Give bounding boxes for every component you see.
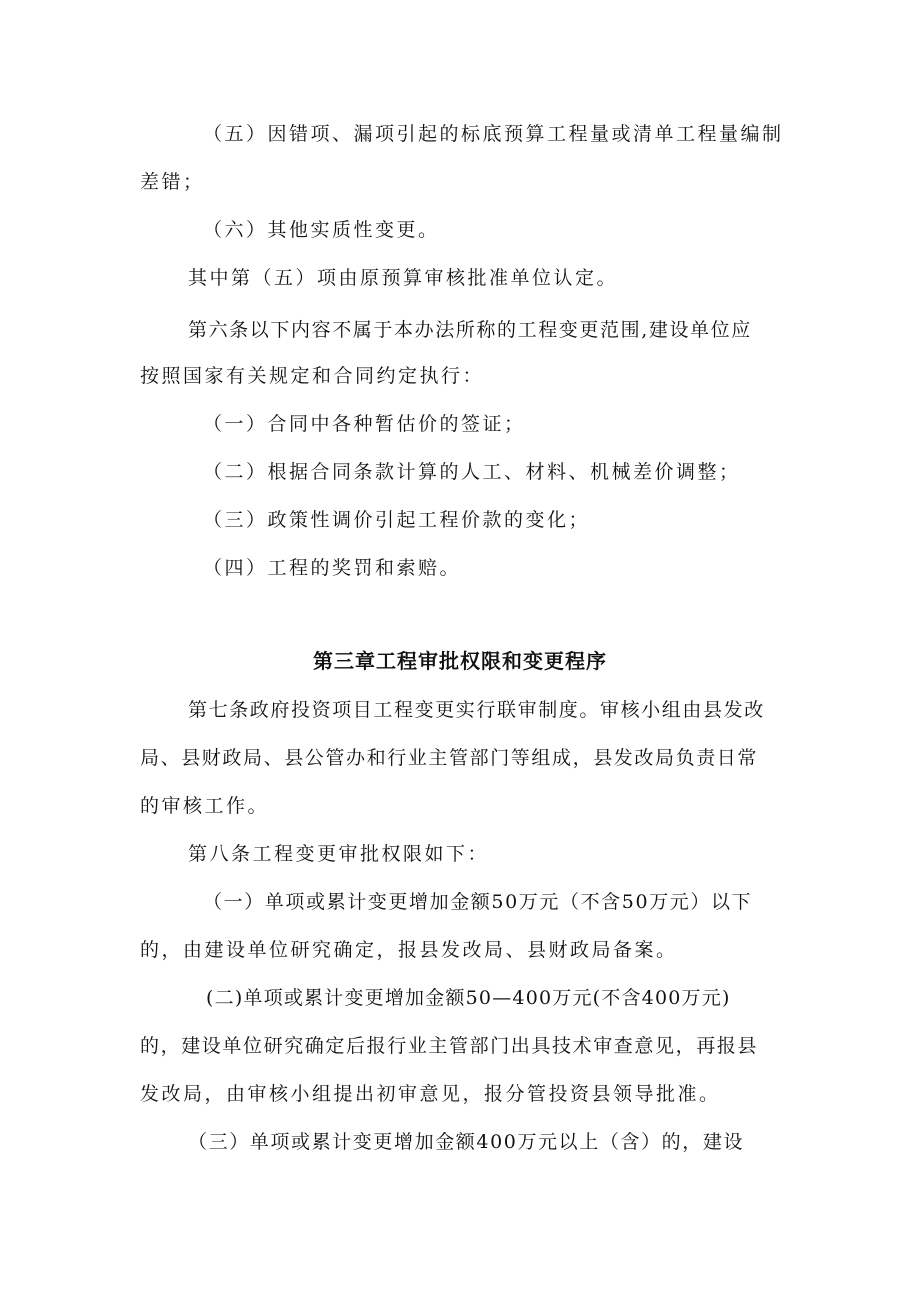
article-7-line-2: 局、县财政局、县公管办和行业主管部门等组成，县发改局负责日常 xyxy=(140,747,759,769)
authority-2-line-3: 发改局，由审核小组提出初审意见，报分管投资县领导批准。 xyxy=(140,1083,721,1105)
authority-1-line-1: （一）单项或累计变更增加金额50万元（不含50万元）以下 xyxy=(203,891,753,913)
exclusion-2: （二）根据合同条款计算的人工、材料、机械差价调整； xyxy=(203,461,741,483)
article-6-line-1: 第六条以下内容不属于本办法所称的工程变更范围,建设单位应 xyxy=(188,319,752,341)
authority-1-line-2: 的，由建设单位研究确定，报县发改局、县财政局备案。 xyxy=(140,939,678,961)
clause-5-line-2: 差错； xyxy=(140,171,205,193)
clause-6: （六）其他实质性变更。 xyxy=(203,219,440,241)
article-6-line-2: 按照国家有关规定和合同约定执行： xyxy=(140,365,485,387)
authority-3-line-1: （三）单项或累计变更增加金额400万元以上（含）的，建设 xyxy=(188,1131,745,1153)
exclusion-1: （一）合同中各种暂估价的签证； xyxy=(203,413,526,435)
article-7-line-3: 的审核工作。 xyxy=(140,795,270,817)
exclusion-3: （三）政策性调价引起工程价款的变化； xyxy=(203,509,591,531)
article-7-line-1: 第七条政府投资项目工程变更实行联审制度。审核小组由县发改 xyxy=(188,699,765,721)
note-clause-5: 其中第（五）项由原预算审核批准单位认定。 xyxy=(188,267,619,289)
chapter-heading: 第三章工程审批权限和变更程序 xyxy=(313,649,607,673)
authority-2-line-1: (二)单项或累计变更增加金额50—400万元(不含400万元) xyxy=(206,987,731,1009)
exclusion-4: （四）工程的奖罚和索赔。 xyxy=(203,557,462,579)
article-8: 第八条工程变更审批权限如下： xyxy=(188,843,490,865)
authority-2-line-2: 的，建设单位研究确定后报行业主管部门出具技术审查意见，再报县 xyxy=(140,1035,759,1057)
clause-5-line-1: （五）因错项、漏项引起的标底预算工程量或清单工程量编制 xyxy=(203,123,784,145)
